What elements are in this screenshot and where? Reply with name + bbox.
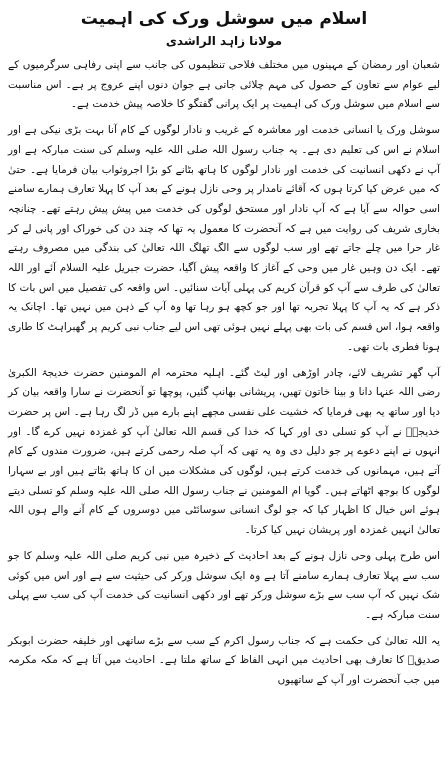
paragraph-5: یہ اللہ تعالیٰ کی حکمت ہے کہ جناب رسول اکرم کے سب سے بڑے ساتھی اور خلیفہ حضرت ابوبکر صدیقؓ کا تعارف بھی احادیث میں انہی الفاظ کے ساتھ ملتا ہے۔ احادیث میں آتا ہے کہ مکہ مکرمہ میں جب آنحضرت اور آپ کے ساتھیوں <box>8 634 440 687</box>
paragraph-3: آپ گھر تشریف لائے، چادر اوڑھی اور لیٹ گئے۔ اہلیہ محترمہ ام المومنین حضرت خدیجۃ الکبریٰ رضی اللہ عنہا دانا و بینا خاتون تھیں، پریشانی بھانپ گئیں، پوچھا تو آنحضرت نے سارا واقعہ بیان کر دیا اور ساتھ یہ بھی فرمایا کہ خشیت علی نفسی مجھے اپنے بارے میں ڈر لگ رہا ہے۔ اس پر حضرت خدیجہؓ نے آپ کو تسلی دی اور کہا کہ خدا کی قسم اللہ تعالیٰ آپ کو غمزدہ نہیں کرے گا۔ اور انہوں نے اپنے دعوے پر جو دلیل دی وہ یہ تھی کہ آپ صلہ رحمی کرتے ہیں، ضرورت مندوں کے کام آتے ہیں، مہمانوں کی خدمت کرتے ہیں، لوگوں کی مشکلات میں ان کا ہاتھ بٹاتے ہیں اور بے سہارا لوگوں کا بوجھ اٹھاتے ہیں۔ گویا ام المومنین نے جناب رسول اللہ صلی اللہ علیہ وسلم کو تسلی دیتے ہوئے اس خیال کا اظہار کیا کہ جو لوگ انسانی سوسائٹی میں دوسروں کے کام آنے والے ہوں اللہ تعالیٰ انہیں غمزدہ اور پریشان نہیں کیا کرتا۔ <box>8 366 440 537</box>
article-body <box>8 56 440 691</box>
paragraph-1: شعبان اور رمضان کے مہینوں میں مختلف فلاحی تنظیموں کی جانب سے اپنی رفاہی سرگرمیوں کے لیے عوام سے تعاون کے حصول کی مہم چلائی جاتی ہے جوان دنوں اپنے عروج پر ہے۔ اس مناسبت سے اسلام میں سوشل ورک کی اہمیت پر ایک پرانی گفتگو کا خلاصہ پیش خدمت ہے۔ <box>8 59 440 111</box>
paragraph-2: سوشل ورک یا انسانی خدمت اور معاشرہ کے غریب و نادار لوگوں کے کام آنا بہت بڑی نیکی ہے اور اسلام نے اس کی تعلیم دی ہے۔ یہ جناب رسول اللہ صلی اللہ علیہ وسلم کی سنت مبارکہ ہے اور آپ نے دکھی انسانیت کی خدمت اور نادار لوگوں کا ہاتھ بٹانے کو بڑا اجروثواب بیان فرمایا ہے۔ حتیٰ کہ میں عرض کیا کرتا ہوں کہ آقائے نامدار پر وحی نازل ہونے کے بعد آپ کا پہلا تعارف ہمارے سامنے اسی حوالہ سے آیا ہے کہ آپ نادار اور مستحق لوگوں کی خدمت میں پیش پیش رہتے تھے۔ چنانچہ بخاری شریف کی روایت میں ہے کہ آنحضرت کا معمول یہ تھا کہ چند دن کی خوراک اور پانی لے کر غار حرا میں چلے جاتے تھے اور سب لوگوں سے الگ تھلگ اللہ تعالیٰ کی بندگی میں مصروف رہتے تھے۔ ایک دن وہیں غار میں وحی کے آغاز کا واقعہ پیش آگیا، حضرت جبریل علیہ السلام آئے اور اللہ تعالیٰ کی طرف سے آپ کو قرآن کریم کی پہلی آیات سنائیں۔ اس واقعہ کی تفصیل میں اس بات کا ذکر ہے کہ یہ آپ کا پہلا تجربہ تھا اور جو کچھ ہو رہا تھا وہ آپ کے ذہن میں نہیں تھا۔ اچانک یہ واقعہ ہوا، اس قسم کی بات بھی پہلے نہیں ہوئی تھی اس لیے جناب نبی کریم پر گھبراہٹ کا طاری ہونا فطری بات تھی۔ <box>8 124 440 353</box>
article-title: اسلام میں سوشل ورک کی اہمیت <box>80 9 368 29</box>
paragraph-4: اس طرح پہلی وحی نازل ہونے کے بعد احادیث کے ذخیرہ میں نبی کریم صلی اللہ علیہ وسلم کا جو سب سے پہلا تعارف ہمارے سامنے آتا ہے وہ ایک سوشل ورکر کی حیثیت سے ہے اور اس میں کوئی شک نہیں کہ آپ سب سے بڑے سوشل ورکر تھے اور دکھی انسانیت کی خدمت آپ کی سب سے پہلی سنت مبارکہ ہے۔ <box>8 549 440 621</box>
author-byline: مولانا زاہد الراشدی <box>165 34 283 48</box>
